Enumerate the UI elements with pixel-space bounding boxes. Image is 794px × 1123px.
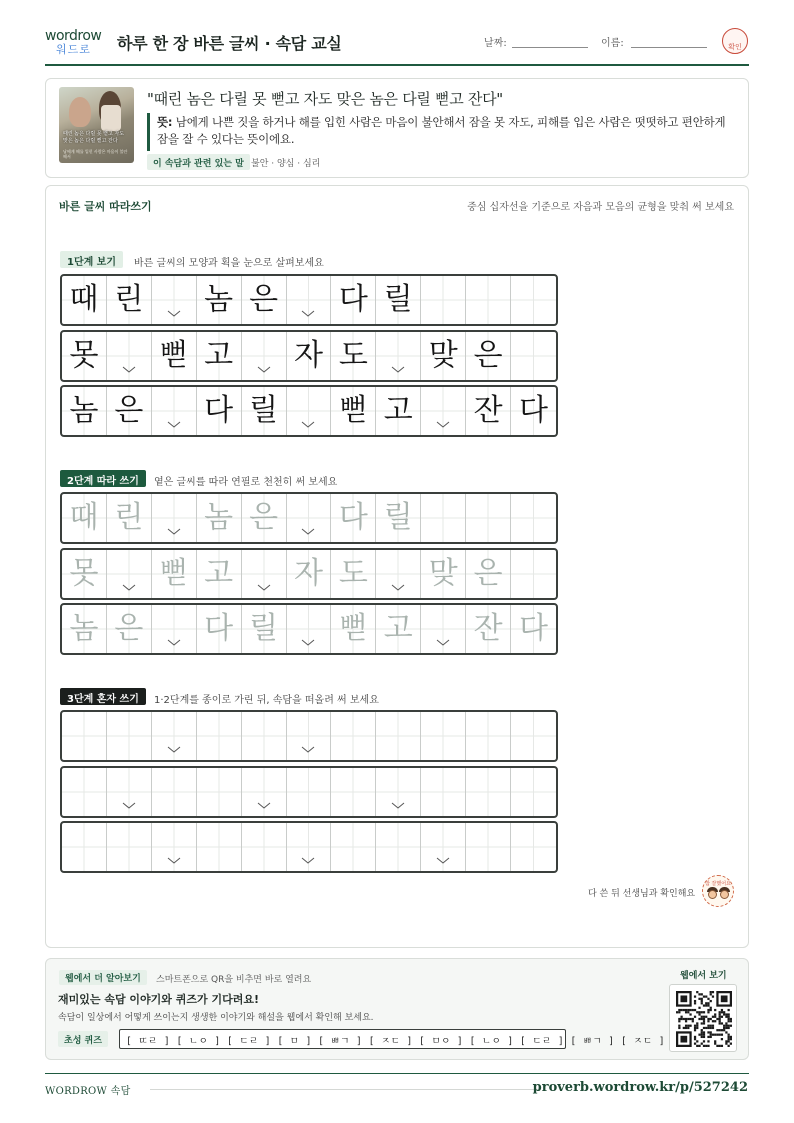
grid-cell[interactable] bbox=[107, 712, 152, 760]
grid-cell bbox=[511, 276, 556, 324]
grid-cell[interactable] bbox=[287, 823, 332, 871]
space-mark-icon bbox=[167, 746, 181, 754]
grid-cell bbox=[287, 387, 332, 435]
grid-cell[interactable] bbox=[107, 768, 152, 816]
grid-cell bbox=[466, 276, 511, 324]
model-character: 자 bbox=[293, 338, 323, 373]
grid-cell[interactable] bbox=[197, 768, 242, 816]
grid-cell[interactable] bbox=[197, 550, 242, 598]
grid-cell[interactable] bbox=[152, 550, 197, 598]
grid-cell[interactable] bbox=[421, 494, 466, 542]
model-character: 도 bbox=[338, 338, 368, 373]
web-more-card bbox=[45, 958, 749, 1060]
grid-cell[interactable] bbox=[287, 712, 332, 760]
grid-cell[interactable] bbox=[331, 605, 376, 653]
stamp-text: 확인 bbox=[728, 43, 742, 51]
step-2-badge: 2단계 따라 쓰기 bbox=[60, 470, 146, 487]
grid-cell[interactable] bbox=[331, 494, 376, 542]
model-character: 못 bbox=[69, 338, 99, 373]
grid-cell bbox=[62, 276, 107, 324]
model-character: 때 bbox=[69, 282, 99, 317]
grid-cell[interactable] bbox=[242, 712, 287, 760]
trace-character: 뻗 bbox=[338, 611, 368, 646]
step-3-desc: 1·2단계를 종이로 가린 뒤, 속담을 떠올려 써 보세요 bbox=[154, 695, 379, 706]
grid-cell bbox=[466, 332, 511, 380]
illustration-figure bbox=[69, 97, 91, 127]
trace-character: 놈 bbox=[204, 500, 234, 535]
trace-character: 다 bbox=[519, 611, 548, 646]
model-character: 다 bbox=[204, 393, 234, 428]
grid-cell[interactable] bbox=[62, 823, 107, 871]
grid-cell bbox=[331, 276, 376, 324]
practice-hint: 중심 십자선을 기준으로 자음과 모음의 균형을 맞춰 써 보세요 bbox=[467, 202, 734, 213]
practice-title: 바른 글씨 따라쓰기 bbox=[59, 200, 152, 213]
step-3-badge: 3단계 혼자 쓰기 bbox=[60, 688, 146, 705]
grid-cell[interactable] bbox=[62, 768, 107, 816]
grid-cell[interactable] bbox=[107, 550, 152, 598]
badge-face bbox=[720, 890, 729, 899]
grid-cell[interactable] bbox=[511, 494, 556, 542]
badge-text: 참 잘했어요 bbox=[705, 881, 731, 887]
trace-character: 다 bbox=[204, 611, 234, 646]
space-mark-icon bbox=[301, 746, 315, 754]
space-mark-icon bbox=[257, 366, 271, 374]
web-more-tag-desc: 스마트폰으로 QR을 비추면 바로 열려요 bbox=[156, 975, 312, 985]
date-label: 날짜: bbox=[484, 38, 507, 49]
grid-cell bbox=[376, 332, 421, 380]
qr-code-icon[interactable] bbox=[669, 984, 737, 1052]
grid-cell bbox=[242, 332, 287, 380]
grid-cell[interactable] bbox=[376, 494, 421, 542]
grid-cell[interactable] bbox=[107, 494, 152, 542]
grid-cell[interactable] bbox=[287, 494, 332, 542]
web-headline: 재미있는 속담 이야기와 퀴즈가 기다려요! bbox=[58, 993, 259, 1006]
model-character: 고 bbox=[383, 393, 413, 428]
model-character: 뻗 bbox=[159, 338, 189, 373]
space-mark-icon bbox=[436, 639, 450, 647]
grid-cell[interactable] bbox=[466, 768, 511, 816]
model-character: 뻗 bbox=[338, 393, 368, 428]
grid-cell[interactable] bbox=[376, 712, 421, 760]
trace-character: 린 bbox=[114, 500, 144, 535]
grid-cell[interactable] bbox=[331, 823, 376, 871]
grid-cell[interactable] bbox=[62, 550, 107, 598]
grid-cell[interactable] bbox=[287, 768, 332, 816]
illustration-subcaption: 남에게 해를 입힌 사람은 마음이 불안해서 bbox=[63, 149, 128, 159]
grid-cell bbox=[152, 387, 197, 435]
grid-cell[interactable] bbox=[331, 550, 376, 598]
grid-cell[interactable] bbox=[331, 712, 376, 760]
grid-cell bbox=[242, 276, 287, 324]
name-label: 이름: bbox=[601, 38, 624, 49]
proverb-meaning bbox=[157, 114, 737, 148]
space-mark-icon bbox=[301, 310, 315, 318]
step-1-badge: 1단계 보기 bbox=[60, 251, 123, 268]
trace-character: 고 bbox=[204, 556, 234, 591]
qr-code-graphic bbox=[676, 991, 732, 1047]
grid-cell[interactable] bbox=[331, 768, 376, 816]
space-mark-icon bbox=[391, 366, 405, 374]
grid-cell[interactable] bbox=[197, 494, 242, 542]
space-mark-icon bbox=[122, 366, 136, 374]
proverb-title: "때린 놈은 다릴 못 뻗고 자도 맞은 놈은 다릴 뻗고 잔다" bbox=[147, 90, 503, 108]
grid-cell[interactable] bbox=[62, 712, 107, 760]
logo-wordmark: wordrow bbox=[45, 28, 102, 44]
model-character: 릴 bbox=[383, 282, 413, 317]
trace-character: 릴 bbox=[249, 611, 279, 646]
grid-cell[interactable] bbox=[152, 494, 197, 542]
model-character: 은 bbox=[114, 393, 144, 428]
model-character: 잔 bbox=[473, 393, 503, 428]
space-mark-icon bbox=[257, 802, 271, 810]
grid-cell[interactable] bbox=[152, 823, 197, 871]
badge-face bbox=[708, 890, 717, 899]
model-character: 맞 bbox=[428, 338, 458, 373]
web-more-tag: 웹에서 더 알아보기 bbox=[59, 970, 147, 985]
trace-character: 은 bbox=[249, 500, 279, 535]
space-mark-icon bbox=[167, 639, 181, 647]
trace-row-2[interactable] bbox=[60, 548, 558, 600]
grid-cell bbox=[421, 276, 466, 324]
view-row-3 bbox=[60, 385, 558, 437]
space-mark-icon bbox=[301, 528, 315, 536]
illustration-caption: 때린 놈은 다릴 못 뻗고 자도 맞은 놈은 다릴 뻗고 잔다 bbox=[63, 131, 125, 144]
space-mark-icon bbox=[122, 584, 136, 592]
model-character: 린 bbox=[114, 282, 144, 317]
trace-character: 맞 bbox=[428, 556, 458, 591]
grid-cell[interactable] bbox=[466, 494, 511, 542]
grid-cell bbox=[242, 387, 287, 435]
trace-character: 자 bbox=[293, 556, 323, 591]
view-row-1 bbox=[60, 274, 558, 326]
trace-row-3[interactable] bbox=[60, 603, 558, 655]
grid-cell bbox=[376, 276, 421, 324]
grid-cell bbox=[466, 387, 511, 435]
grid-cell[interactable] bbox=[511, 823, 556, 871]
footer-line bbox=[150, 1089, 538, 1090]
space-mark-icon bbox=[167, 857, 181, 865]
grid-cell bbox=[107, 276, 152, 324]
footer-url[interactable]: proverb.wordrow.kr/p/527242 bbox=[532, 1080, 748, 1095]
blank-row-2[interactable] bbox=[60, 766, 558, 818]
grid-cell bbox=[62, 387, 107, 435]
space-mark-icon bbox=[167, 421, 181, 429]
trace-character: 놈 bbox=[69, 611, 99, 646]
grid-cell bbox=[376, 387, 421, 435]
grid-cell[interactable] bbox=[152, 712, 197, 760]
illustration-figure bbox=[101, 105, 121, 131]
header-divider bbox=[45, 64, 749, 66]
grid-cell[interactable] bbox=[197, 712, 242, 760]
trace-character: 고 bbox=[383, 611, 413, 646]
grid-cell bbox=[107, 332, 152, 380]
blank-row-3[interactable] bbox=[60, 821, 558, 873]
trace-character: 도 bbox=[338, 556, 368, 591]
meaning-label: 뜻: bbox=[157, 115, 173, 129]
grid-cell[interactable] bbox=[421, 605, 466, 653]
date-field[interactable] bbox=[512, 47, 588, 48]
teacher-check-note: 다 쓴 뒤 선생님과 확인해요 bbox=[588, 889, 696, 899]
grid-cell bbox=[421, 332, 466, 380]
space-mark-icon bbox=[391, 802, 405, 810]
grid-cell[interactable] bbox=[421, 823, 466, 871]
grid-cell[interactable] bbox=[511, 712, 556, 760]
teacher-stamp bbox=[722, 28, 748, 54]
trace-character: 잔 bbox=[473, 611, 503, 646]
grid-cell[interactable] bbox=[466, 550, 511, 598]
space-mark-icon bbox=[167, 310, 181, 318]
grid-cell bbox=[62, 332, 107, 380]
grid-cell bbox=[197, 332, 242, 380]
grid-cell bbox=[107, 387, 152, 435]
proverb-illustration bbox=[59, 87, 134, 163]
grid-cell[interactable] bbox=[152, 605, 197, 653]
grid-cell[interactable] bbox=[466, 605, 511, 653]
grid-cell bbox=[197, 276, 242, 324]
model-character: 다 bbox=[519, 393, 548, 428]
grid-cell bbox=[421, 387, 466, 435]
grid-cell[interactable] bbox=[376, 605, 421, 653]
grid-cell bbox=[331, 332, 376, 380]
grid-cell[interactable] bbox=[376, 550, 421, 598]
proverb-info-card bbox=[45, 78, 749, 178]
grid-cell[interactable] bbox=[511, 550, 556, 598]
initial-quiz-label: 초성 퀴즈 bbox=[58, 1031, 108, 1047]
page-header bbox=[45, 22, 749, 66]
space-mark-icon bbox=[436, 857, 450, 865]
model-character: 은 bbox=[249, 282, 279, 317]
grid-cell bbox=[197, 387, 242, 435]
grid-cell[interactable] bbox=[376, 768, 421, 816]
meaning-accent-bar bbox=[147, 113, 150, 151]
grid-cell[interactable] bbox=[376, 823, 421, 871]
trace-character: 릴 bbox=[383, 500, 413, 535]
grid-cell[interactable] bbox=[421, 768, 466, 816]
trace-character: 은 bbox=[114, 611, 144, 646]
view-row-2 bbox=[60, 330, 558, 382]
grid-cell[interactable] bbox=[242, 823, 287, 871]
model-character: 다 bbox=[338, 282, 368, 317]
grid-cell[interactable] bbox=[152, 768, 197, 816]
space-mark-icon bbox=[301, 857, 315, 865]
grid-cell[interactable] bbox=[466, 823, 511, 871]
grid-cell bbox=[152, 276, 197, 324]
space-mark-icon bbox=[257, 584, 271, 592]
trace-character: 때 bbox=[69, 500, 99, 535]
space-mark-icon bbox=[391, 584, 405, 592]
grid-cell bbox=[511, 332, 556, 380]
space-mark-icon bbox=[301, 421, 315, 429]
grid-cell[interactable] bbox=[287, 550, 332, 598]
model-character: 릴 bbox=[249, 393, 279, 428]
model-character: 놈 bbox=[204, 282, 234, 317]
grid-cell bbox=[287, 276, 332, 324]
space-mark-icon bbox=[301, 639, 315, 647]
model-character: 고 bbox=[204, 338, 234, 373]
grid-cell[interactable] bbox=[511, 768, 556, 816]
grid-cell[interactable] bbox=[242, 550, 287, 598]
trace-character: 은 bbox=[473, 556, 503, 591]
trace-character: 다 bbox=[338, 500, 368, 535]
grid-cell[interactable] bbox=[421, 550, 466, 598]
grid-cell[interactable] bbox=[511, 605, 556, 653]
grid-cell[interactable] bbox=[197, 823, 242, 871]
grid-cell[interactable] bbox=[421, 712, 466, 760]
model-character: 놈 bbox=[69, 393, 99, 428]
space-mark-icon bbox=[122, 802, 136, 810]
footer-brand: WORDROW 속담 bbox=[45, 1086, 131, 1097]
related-words-label: 이 속담과 관련 있는 말 bbox=[147, 154, 250, 170]
related-words: 불안 · 양심 · 심리 bbox=[251, 159, 321, 169]
grid-cell[interactable] bbox=[466, 712, 511, 760]
meaning-text: 남에게 나쁜 짓을 하거나 해를 입힌 사람은 마음이 불안해서 잠을 못 자도, 피해를 입은 사람은 떳떳하고 편안하게 잠을 잘 수 있다는 뜻이에요. bbox=[157, 115, 726, 146]
trace-character: 뻗 bbox=[159, 556, 189, 591]
blank-row-1[interactable] bbox=[60, 710, 558, 762]
grid-cell[interactable] bbox=[107, 605, 152, 653]
trace-character: 못 bbox=[69, 556, 99, 591]
model-character: 은 bbox=[473, 338, 503, 373]
grid-cell bbox=[152, 332, 197, 380]
space-mark-icon bbox=[436, 421, 450, 429]
grid-cell bbox=[287, 332, 332, 380]
footer-divider bbox=[45, 1073, 749, 1074]
initial-quiz-box: [ ㄸㄹ ] [ ㄴㅇ ] [ ㄷㄹ ] [ ㅁ ] [ ㅃㄱ ] [ ㅈㄷ ] [ ㅁㅇ ] [ ㄴㅇ ] [ ㄷㄹ ] [ ㅃㄱ ] [ ㅈㄷ ] bbox=[119, 1029, 566, 1049]
well-done-badge-icon bbox=[702, 875, 734, 907]
grid-cell[interactable] bbox=[107, 823, 152, 871]
trace-row-1[interactable] bbox=[60, 492, 558, 544]
grid-cell bbox=[331, 387, 376, 435]
space-mark-icon bbox=[167, 528, 181, 536]
grid-cell[interactable] bbox=[62, 605, 107, 653]
grid-cell bbox=[511, 387, 556, 435]
grid-cell[interactable] bbox=[242, 768, 287, 816]
step-1-desc: 바른 글씨의 모양과 획을 눈으로 살펴보세요 bbox=[134, 258, 324, 269]
web-description: 속담이 일상에서 어떻게 쓰이는지 생생한 이야기와 해설을 웹에서 확인해 보세요. bbox=[58, 1013, 374, 1023]
grid-cell[interactable] bbox=[242, 605, 287, 653]
grid-cell[interactable] bbox=[197, 605, 242, 653]
step-2-desc: 옅은 글씨를 따라 연필로 천천히 써 보세요 bbox=[154, 477, 338, 488]
grid-cell[interactable] bbox=[62, 494, 107, 542]
qr-label: 웹에서 보기 bbox=[680, 971, 727, 981]
grid-cell[interactable] bbox=[287, 605, 332, 653]
logo-korean: 워드로 bbox=[56, 43, 91, 56]
page-title: 하루 한 장 바른 글씨 · 속담 교실 bbox=[117, 34, 342, 53]
grid-cell[interactable] bbox=[242, 494, 287, 542]
wordrow-logo bbox=[45, 28, 107, 58]
name-field[interactable] bbox=[631, 47, 707, 48]
